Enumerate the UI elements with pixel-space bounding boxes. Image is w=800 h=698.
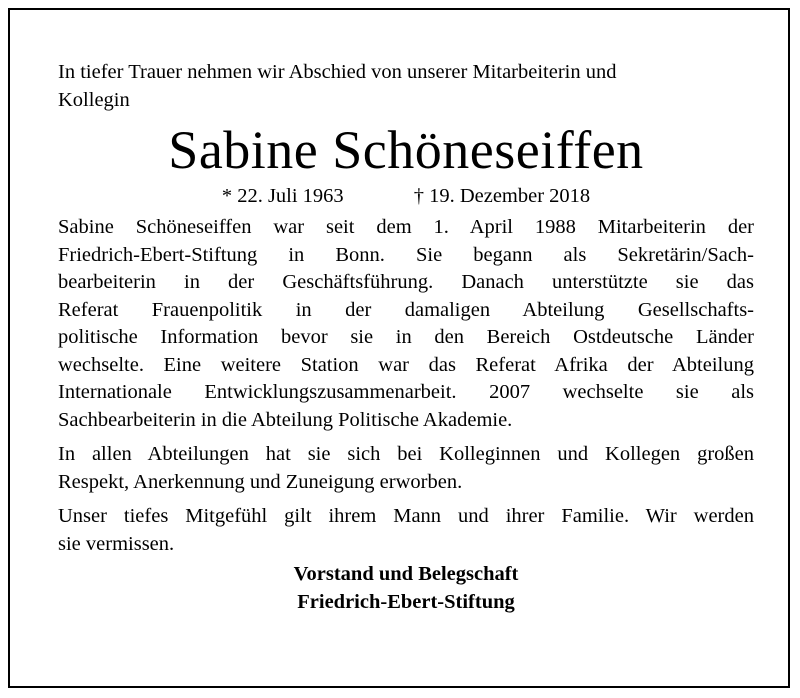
respect-line: In allen Abteilungen hat sie sich bei Kolleginnen und Kollegen großen (58, 443, 754, 465)
biography-line: Internationale Entwicklungszusammenarbeit. 2007 wechselte sie als (58, 381, 754, 403)
signature-line: Friedrich-Ebert-Stiftung (297, 591, 515, 613)
biography-line: bearbeiterin in der Geschäftsführung. Danach unterstützte sie das (58, 271, 754, 293)
condolence-line: Unser tiefes Mitgefühl gilt ihrem Mann und ihrer Familie. Wir werden (58, 505, 754, 527)
signature-block (58, 560, 754, 616)
death-date: † 19. Dezember 2018 (413, 185, 591, 207)
life-dates (58, 182, 754, 210)
condolence-paragraph (58, 503, 754, 558)
biography-line: Sachbearbeiterin in die Abteilung Politische Akademie. (58, 408, 513, 431)
respect-paragraph (58, 441, 754, 496)
intro-line: Kollegin (58, 89, 130, 111)
intro-line: In tiefer Trauer nehmen wir Abschied von unserer Mitarbeiterin und (58, 61, 617, 83)
deceased-name: Sabine Schöneseiffen (168, 120, 644, 180)
biography-paragraph (58, 214, 754, 434)
biography-line: wechselte. Eine weitere Station war das Referat Afrika der Abteilung (58, 353, 754, 376)
biography-line: Referat Frauenpolitik in der damaligen Abteilung Gesellschafts- (58, 298, 754, 321)
biography-line: Friedrich-Ebert-Stiftung in Bonn. Sie begann als Sekretärin/Sach- (58, 243, 754, 266)
obituary-frame (8, 8, 790, 688)
birth-date: * 22. Juli 1963 (221, 185, 344, 207)
condolence-line: sie vermissen. (58, 532, 175, 555)
intro-text (58, 58, 754, 114)
obituary-content (58, 58, 754, 616)
respect-line: Respekt, Anerkennung und Zuneigung erworben. (58, 470, 463, 493)
signature-line: Vorstand und Belegschaft (293, 563, 519, 585)
biography-line: politische Information bevor sie in den Bereich Ostdeutsche Länder (58, 326, 754, 348)
biography-line: Sabine Schöneseiffen war seit dem 1. April 1988 Mitarbeiterin der (58, 216, 754, 238)
